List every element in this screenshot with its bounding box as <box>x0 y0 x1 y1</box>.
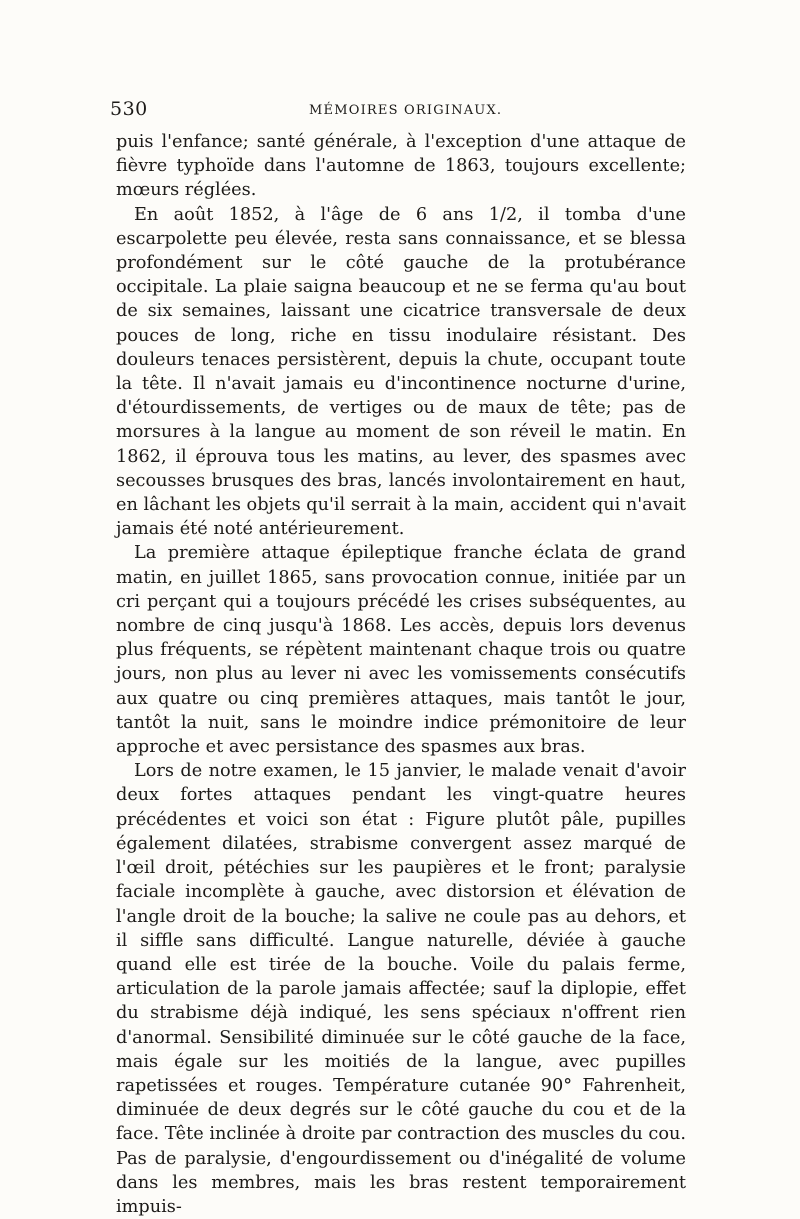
paragraph-4: Lors de notre examen, le 15 janvier, le malade venait d'avoir deux fortes attaques pendant les vingt-quatre heures précédentes et voici son état : Figure plutôt pâle, pupilles également dilatées, strabisme convergent assez marqué de l'œil droit, pétéchies sur les paupières et le front; paralysie faciale incomplète à gauche, avec distorsion et élévation de l'angle droit de la bouche; la salive ne coule pas au dehors, et il siffle sans difficulté. Langue naturelle, déviée à gauche quand elle est tirée de la bouche. Voile du palais ferme, articulation de la parole jamais affectée; sauf la diplopie, effet du strabisme déjà indiqué, les sens spéciaux n'offrent rien d'anormal. Sensibilité diminuée sur le côté gauche de la face, mais égale sur les moitiés de la langue, avec pupilles rapetissées et rouges. Température cutanée 90° Fahrenheit, diminuée de deux degrés sur le côté gauche du cou et de la face. Tête inclinée à droite par contraction des muscles du cou. Pas de paralysie, d'engourdissement ou d'inégalité de volume dans les membres, mais les bras restent temporairement impuis- <box>116 761 686 1217</box>
paragraph-1: puis l'enfance; santé générale, à l'exception d'une attaque de fièvre typhoïde dans l'automne de 1863, toujours excellente; mœurs réglées. <box>116 132 686 201</box>
running-title: MÉMOIRES ORIGINAUX. <box>309 103 503 118</box>
document-page <box>110 0 686 1217</box>
paragraph-3: La première attaque épileptique franche éclata de grand matin, en juillet 1865, sans provocation connue, initiée par un cri perçant qui a toujours précédé les crises subséquentes, au nombre de cinq jusqu'à 1868. Les accès, depuis lors devenus plus fréquents, se répètent maintenant chaque trois ou quatre jours, non plus au lever ni avec les vomissements consécutifs aux quatre ou cinq premières attaques, mais tantôt le jour, tantôt la nuit, sans le moindre indice prémonitoire de leur approche et avec persistance des spasmes aux bras. <box>116 543 686 758</box>
page-number: 530 <box>110 98 148 120</box>
page-header <box>110 98 686 122</box>
body-text <box>116 130 686 1219</box>
paragraph-2: En août 1852, à l'âge de 6 ans 1/2, il tomba d'une escarpolette peu élevée, resta sans connaissance, et se blessa profondément sur le côté gauche de la protubérance occipitale. La plaie saigna beaucoup et ne se ferma qu'au bout de six semaines, laissant une cicatrice transversale de deux pouces de long, riche en tissu inodulaire résistant. Des douleurs tenaces persistèrent, depuis la chute, occupant toute la tête. Il n'avait jamais eu d'incontinence nocturne d'urine, d'étourdissements, de vertiges ou de maux de tête; pas de morsures à la langue au moment de son réveil le matin. En 1862, il éprouva tous les matins, au lever, des spasmes avec secousses brusques des bras, lancés involontairement en haut, en lâchant les objets qu'il serrait à la main, accident qui n'avait jamais été noté antérieurement. <box>116 204 686 540</box>
